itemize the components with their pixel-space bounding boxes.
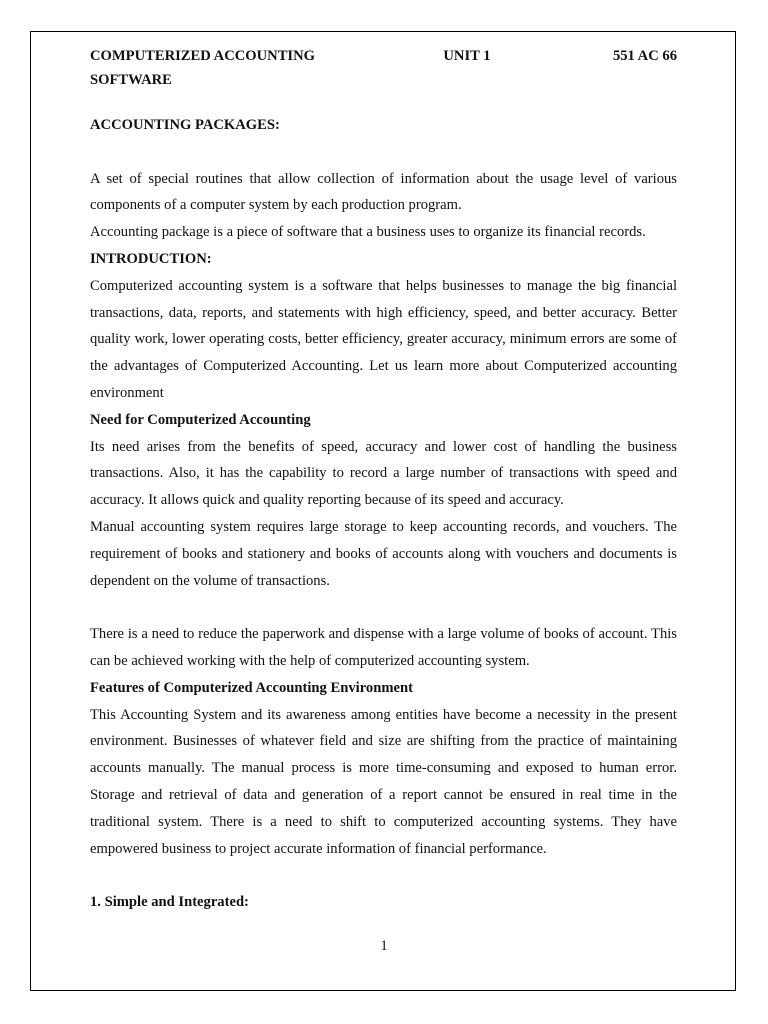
need-paragraph-2: Manual accounting system requires large storage to keep accounting records, and vouchers. The requirement of books and stationery and books of accounts along with vouchers and documents is dependent on the volume of transactions.: [90, 518, 677, 589]
need-paragraph-3: There is a need to reduce the paperwork and dispense with a large volume of books of account. This can be achieved working with the help of computerized accounting system.: [90, 626, 677, 669]
spacer: [90, 139, 677, 166]
features-item-1: 1. Simple and Integrated:: [90, 894, 249, 911]
page-number: 1: [380, 938, 388, 954]
packages-paragraph-1: A set of special routines that allow collection of information about the usage level of various components of a computer system by each production program.: [90, 170, 677, 214]
features-paragraph-1: This Accounting System and its awareness among entities have become a necessity in the present environment. Businesses of whatever field and size are shifting from the practice of maintaining accounts manually. The manual process is more time-consuming and exposed to human error. Storage and retrieval of data and generation of a report cannot be ensured in real time in the traditional system. There is a need to shift to computerized accounting systems. They have empowered business to project accurate information of financial performance.: [90, 706, 677, 857]
spacer: [90, 862, 677, 889]
document-body: [90, 44, 677, 916]
need-paragraph-1: Its need arises from the benefits of speed, accuracy and lower cost of handling the business transactions. Also, it has the capability to record a large number of transactions with speed and accuracy. It allows quick and quality reporting because of its speed and accuracy.: [90, 438, 677, 509]
running-header: [90, 44, 677, 92]
packages-paragraph-2: Accounting package is a piece of software that a business uses to organize its financial records.: [90, 224, 646, 241]
intro-paragraph-1: Computerized accounting system is a software that helps businesses to manage the big financial transactions, data, reports, and statements with high efficiency, speed, and better accuracy. Better quality work, lower operating costs, better efficiency, greater accuracy, minimum errors are some of the advantages of Computerized Accounting. Let us learn more about Computerized accounting environment: [90, 277, 677, 401]
heading-accounting-packages: ACCOUNTING PACKAGES:: [90, 117, 280, 133]
heading-features: Features of Computerized Accounting Environment: [90, 679, 413, 696]
header-title: COMPUTERIZED ACCOUNTING SOFTWARE: [90, 48, 316, 88]
header-unit: UNIT 1: [443, 48, 491, 64]
heading-need: Need for Computerized Accounting: [90, 411, 311, 428]
heading-introduction: INTRODUCTION:: [90, 250, 212, 267]
spacer: [90, 594, 677, 621]
header-code: 551 AC 66: [612, 48, 677, 64]
